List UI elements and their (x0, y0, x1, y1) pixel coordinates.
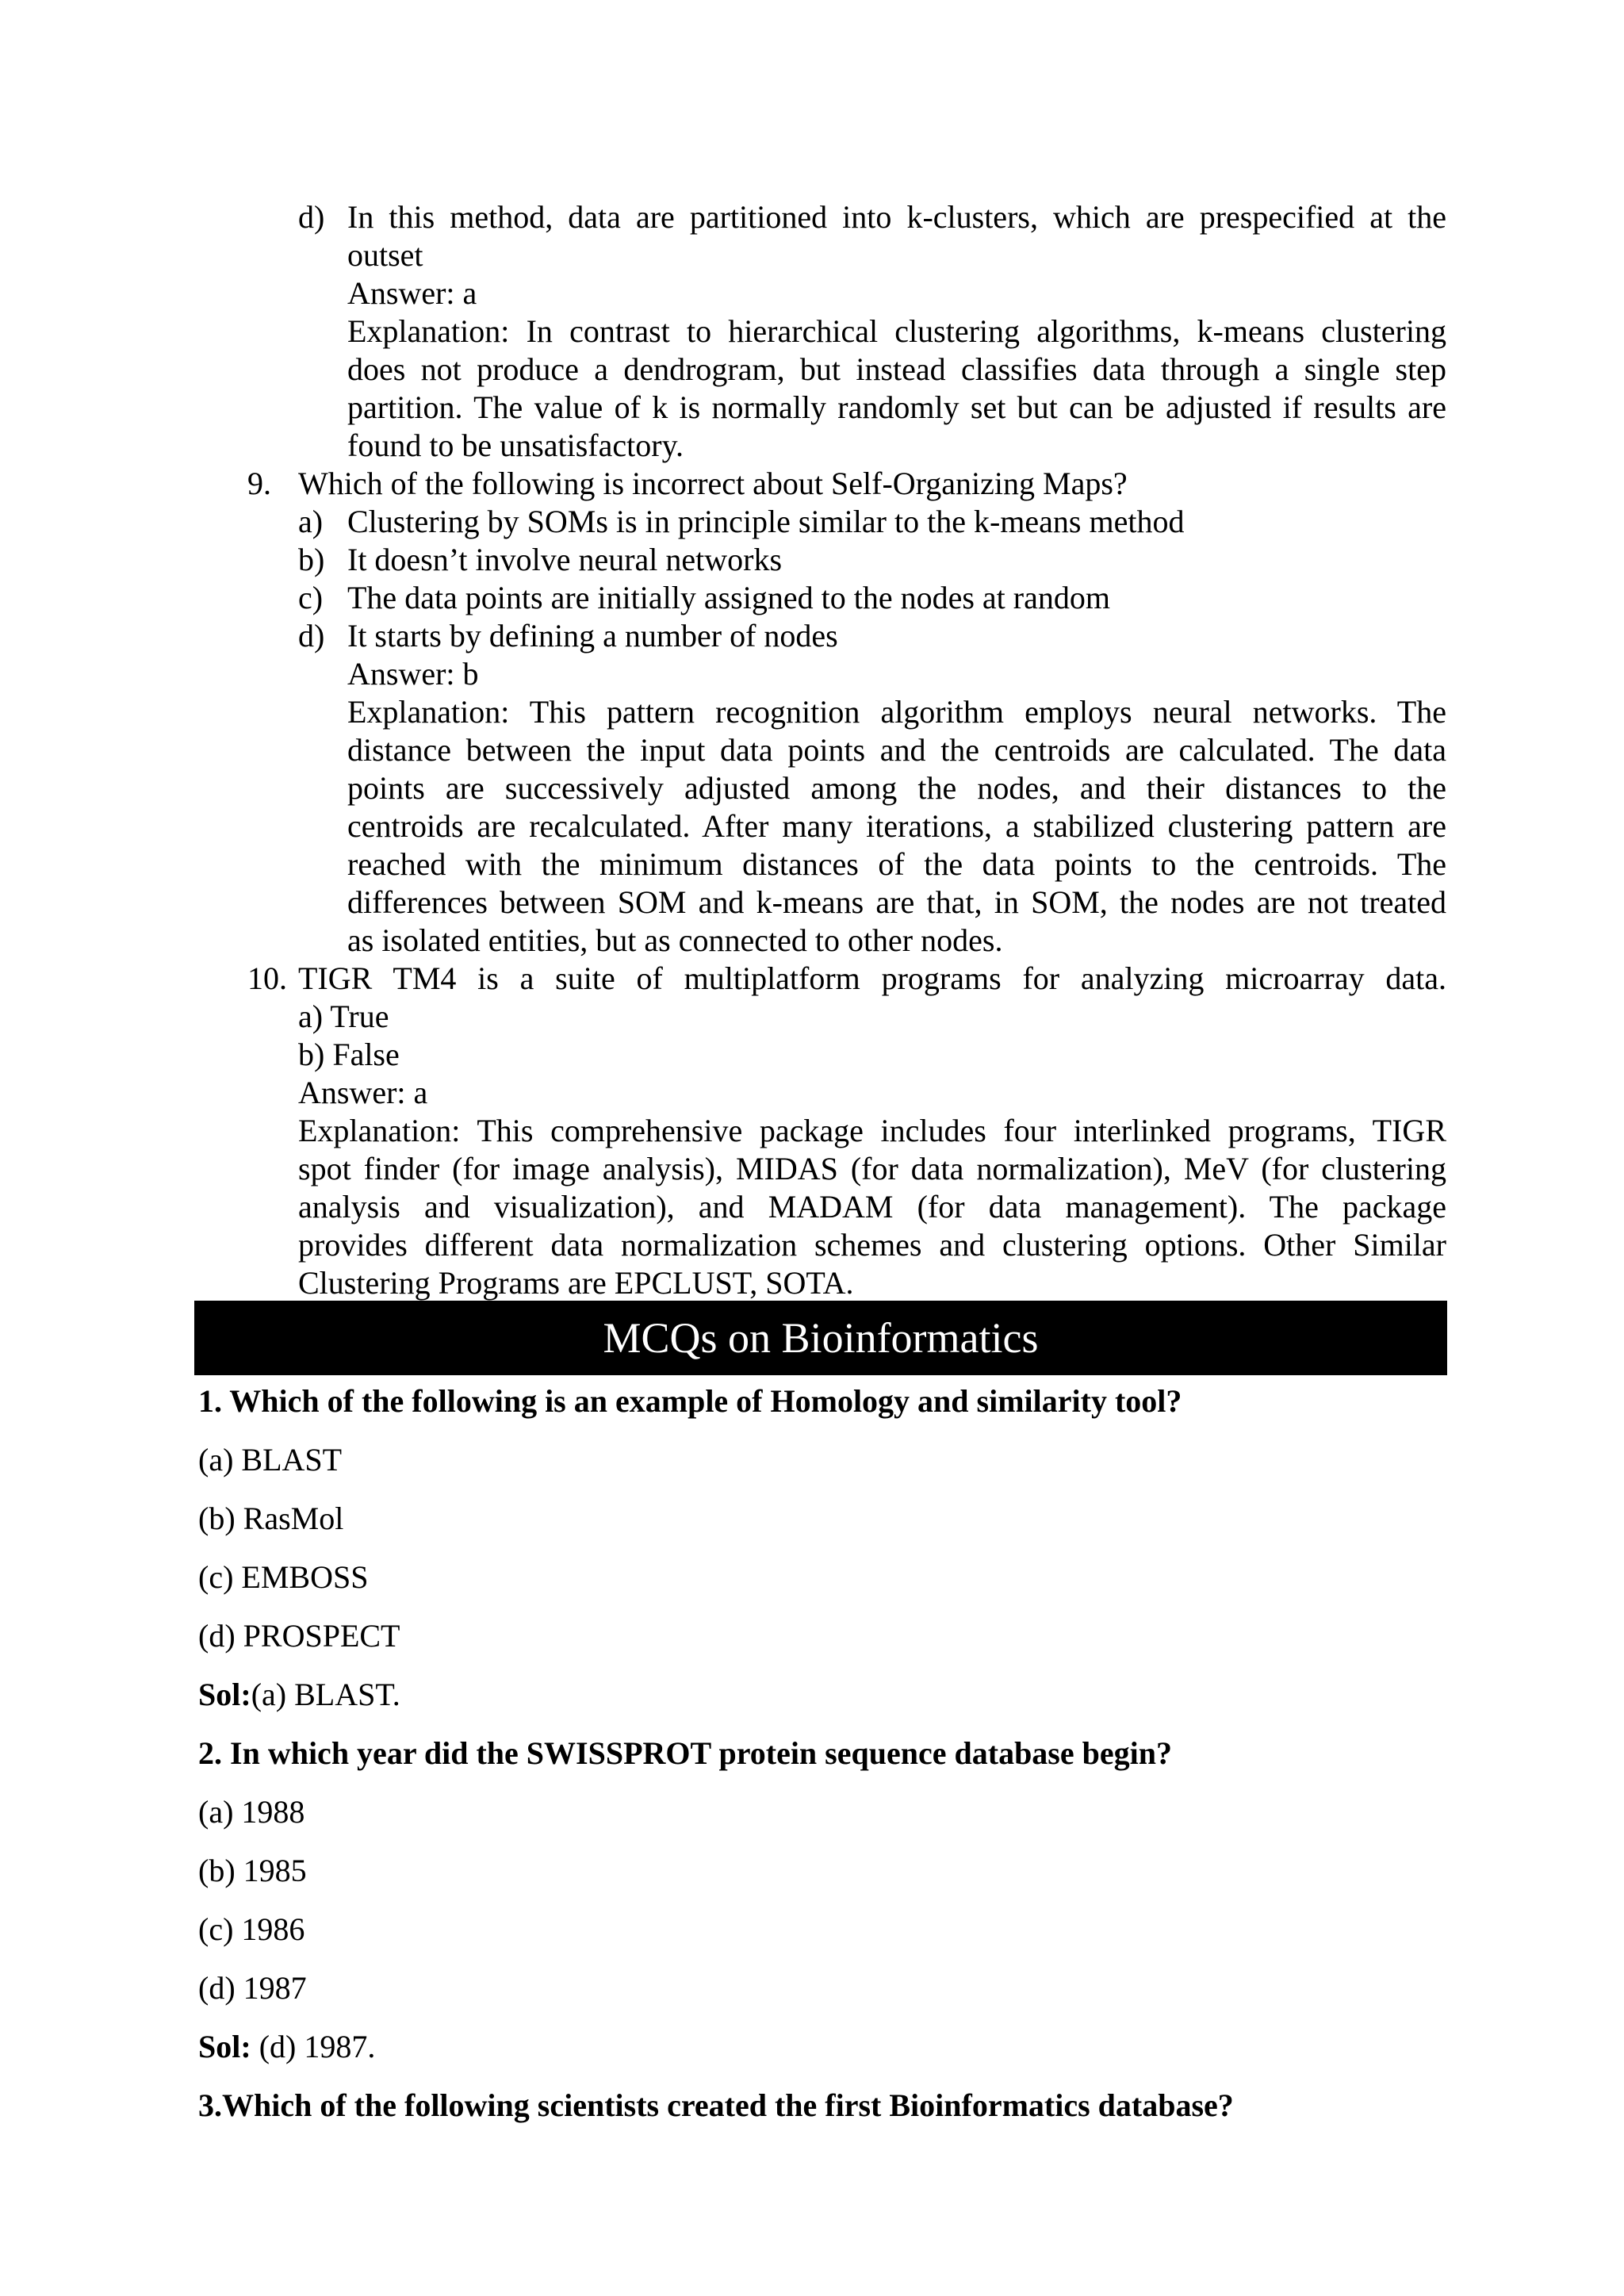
q8-explanation-line: Explanation: In contrast to hierarchical clustering algorithms, k-means clustering (347, 313, 1446, 349)
q9-option-marker: c) (298, 580, 324, 615)
bio-q1-sol-text: (a) BLAST. (251, 1677, 400, 1712)
q10-explanation-line: provides different data normalization schemes and clustering options. Other Similar (298, 1227, 1446, 1263)
q10-explanation-line: analysis and visualization), and MADAM (for data management). The package (298, 1189, 1446, 1225)
q10-answer: Answer: a (298, 1075, 428, 1110)
q8-explanation-line: found to be unsatisfactory. (347, 427, 684, 463)
q9-option-text: Clustering by SOMs is in principle similar to the k-means method (347, 504, 1185, 539)
q8-option-d-line1: In this method, data are partitioned into k-clusters, which are prespecified at the (347, 199, 1446, 235)
bio-q1-sol-label: Sol: (198, 1677, 251, 1712)
q8-explanation-line: partition. The value of k is normally randomly set but can be adjusted if results are (347, 389, 1446, 425)
q10-option: a) True (298, 999, 389, 1034)
bio-q1-solution (198, 1676, 400, 1714)
bio-q1-question: 1. Which of the following is an example of Homology and similarity tool? (198, 1383, 1182, 1419)
q9-answer: Answer: b (347, 656, 479, 692)
bio-q2-option: (c) 1986 (198, 1911, 305, 1947)
bio-q2-option: (b) 1985 (198, 1853, 307, 1888)
q9-number: 9. (247, 466, 271, 501)
q9-explanation-line: differences between SOM and k-means are that, in SOM, the nodes are not treated (347, 884, 1446, 920)
q9-option-marker: a) (298, 504, 324, 539)
bio-q1-option: (a) BLAST (198, 1442, 343, 1478)
q9-option-text: It doesn’t involve neural networks (347, 542, 783, 577)
q9-explanation-line: Explanation: This pattern recognition algorithm employs neural networks. The (347, 694, 1446, 730)
bio-q2-solution (198, 2028, 375, 2066)
q8-explanation-line: does not produce a dendrogram, but instead classifies data through a single step (347, 351, 1446, 387)
q8-option-d-marker: d) (298, 199, 325, 235)
bio-q3-question: 3.Which of the following scientists created the first Bioinformatics database? (198, 2087, 1234, 2123)
q10-explanation-line: spot finder (for image analysis), MIDAS (for data normalization), MeV (for clustering (298, 1151, 1446, 1186)
bio-q2-option: (d) 1987 (198, 1970, 307, 2006)
bio-q2-question: 2. In which year did the SWISSPROT protein sequence database begin? (198, 1735, 1172, 1771)
bio-q1-option: (b) RasMol (198, 1501, 344, 1536)
q9-explanation-line: as isolated entities, but as connected to other nodes. (347, 922, 1003, 958)
q8-answer: Answer: a (347, 275, 477, 311)
q9-explanation-line: distance between the input data points and the centroids are calculated. The data (347, 732, 1446, 768)
bio-q1-option: (c) EMBOSS (198, 1559, 369, 1595)
q10-question: TIGR TM4 is a suite of multiplatform programs for analyzing microarray data. (298, 960, 1446, 996)
section-banner: MCQs on Bioinformatics (194, 1301, 1447, 1375)
q10-number: 10. (247, 960, 287, 996)
q9-question: Which of the following is incorrect about Self-Organizing Maps? (298, 466, 1128, 501)
q9-option-marker: d) (298, 618, 325, 654)
q9-explanation-line: points are successively adjusted among the nodes, and their distances to the (347, 770, 1446, 806)
q8-option-d-line2: outset (347, 237, 423, 273)
q10-option: b) False (298, 1037, 400, 1072)
bio-q1-option: (d) PROSPECT (198, 1618, 400, 1654)
q9-explanation-line: reached with the minimum distances of the data points to the centroids. The (347, 846, 1446, 882)
bio-q2-sol-text: (d) 1987. (251, 2029, 376, 2064)
q9-option-text: It starts by defining a number of nodes (347, 618, 838, 654)
bio-q2-option: (a) 1988 (198, 1794, 305, 1830)
bio-q2-sol-label: Sol: (198, 2029, 251, 2064)
q9-option-text: The data points are initially assigned to the nodes at random (347, 580, 1110, 615)
q10-explanation-line: Clustering Programs are EPCLUST, SOTA. (298, 1265, 854, 1301)
q9-explanation-line: centroids are recalculated. After many iterations, a stabilized clustering pattern are (347, 808, 1446, 844)
q9-option-marker: b) (298, 542, 325, 577)
q10-explanation-line: Explanation: This comprehensive package includes four interlinked programs, TIGR (298, 1113, 1446, 1148)
